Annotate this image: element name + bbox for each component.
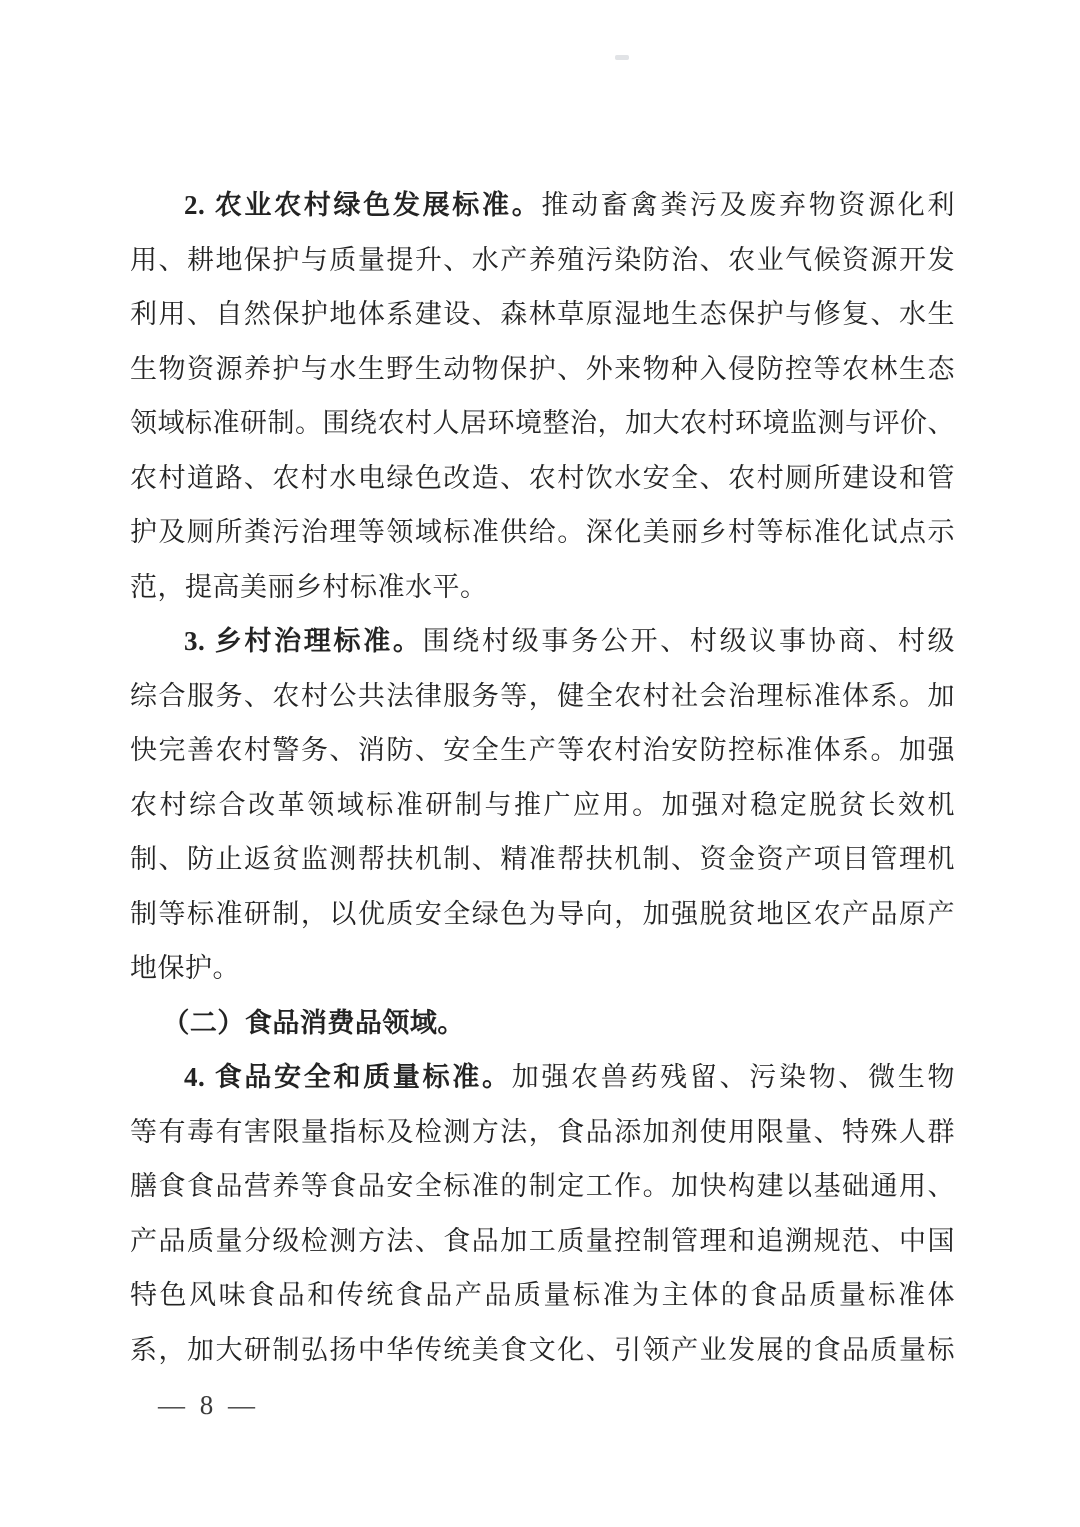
text-segment: 用、耕地保护与质量提升、水产养殖污染防治、农业气候资源开发 (130, 244, 955, 275)
text-line (130, 778, 955, 833)
text-segment: 综合服务、农村公共法律服务等，健全农村社会治理标准体系。加 (130, 680, 955, 711)
text-segment: 领域标准研制。围绕农村人居环境整治，加大农村环境监测与评价、 (130, 408, 955, 438)
text-line (130, 287, 955, 342)
text-line (130, 178, 955, 233)
text-line (130, 1105, 955, 1160)
text-line (130, 614, 955, 669)
paragraph-lead: 3. 乡村治理标准。 (184, 626, 423, 656)
text-segment: 制、防止返贫监测帮扶机制、精准帮扶机制、资金资产项目管理机 (130, 844, 955, 874)
paragraph-lead: 4. 食品安全和质量标准。 (184, 1062, 512, 1092)
text-segment: 护及厕所粪污治理等领域标准供给。深化美丽乡村等标准化试点示 (130, 517, 955, 547)
text-segment: 推动畜禽粪污及废弃物资源化利 (541, 190, 956, 220)
text-line (130, 1050, 955, 1105)
text-segment: 产品质量分级检测方法、食品加工质量控制管理和追溯规范、中国 (130, 1225, 955, 1256)
text-line (130, 1159, 955, 1214)
text-segment: 利用、自然保护地体系建设、森林草原湿地生态保护与修复、水生 (130, 299, 955, 329)
text-line (130, 451, 955, 506)
text-segment: 农村综合改革领域标准研制与推广应用。加强对稳定脱贫长效机 (130, 789, 955, 820)
text-segment: 生物资源养护与水生野生动物保护、外来物种入侵防控等农林生态 (130, 353, 955, 384)
text-line (130, 396, 955, 451)
text-segment: 围绕村级事务公开、村级议事协商、村级 (422, 626, 956, 656)
page-number: — 8 — (158, 1390, 259, 1420)
text-segment: 加强农兽药残留、污染物、微生物 (511, 1062, 956, 1092)
text-segment: 膳食食品营养等食品安全标准的制定工作。加快构建以基础通用、 (130, 1171, 955, 1201)
text-line (130, 996, 955, 1051)
text-line (130, 669, 955, 724)
text-segment: 等有毒有害限量指标及检测方法，食品添加剂使用限量、特殊人群 (130, 1116, 955, 1147)
text-line (130, 560, 955, 615)
text-segment: 快完善农村警务、消防、安全生产等农村治安防控标准体系。加强 (130, 735, 955, 765)
text-line (130, 505, 955, 560)
paragraph-lead: 2. 农业农村绿色发展标准。 (184, 190, 542, 220)
text-segment: 范，提高美丽乡村标准水平。 (130, 571, 488, 602)
text-line (130, 887, 955, 942)
text-line (130, 941, 955, 996)
text-line (130, 1323, 955, 1378)
text-segment: 地保护。 (130, 953, 240, 983)
text-line (130, 832, 955, 887)
text-segment: 制等标准研制，以优质安全绿色为导向，加强脱贫地区农产品原产 (130, 898, 955, 929)
text-segment: 特色风味食品和传统食品产品质量标准为主体的食品质量标准体 (130, 1280, 955, 1310)
text-line (130, 1214, 955, 1269)
text-line (130, 723, 955, 778)
text-line (130, 342, 955, 397)
text-body (130, 178, 955, 1377)
text-line (130, 1268, 955, 1323)
paragraph-lead: （二）食品消费品领域。 (162, 1007, 465, 1038)
text-segment: 农村道路、农村水电绿色改造、农村饮水安全、农村厕所建设和管 (130, 462, 955, 493)
text-line (130, 233, 955, 288)
scan-artifact (615, 55, 629, 60)
text-segment: 系，加大研制弘扬中华传统美食文化、引领产业发展的食品质量标 (130, 1334, 955, 1365)
